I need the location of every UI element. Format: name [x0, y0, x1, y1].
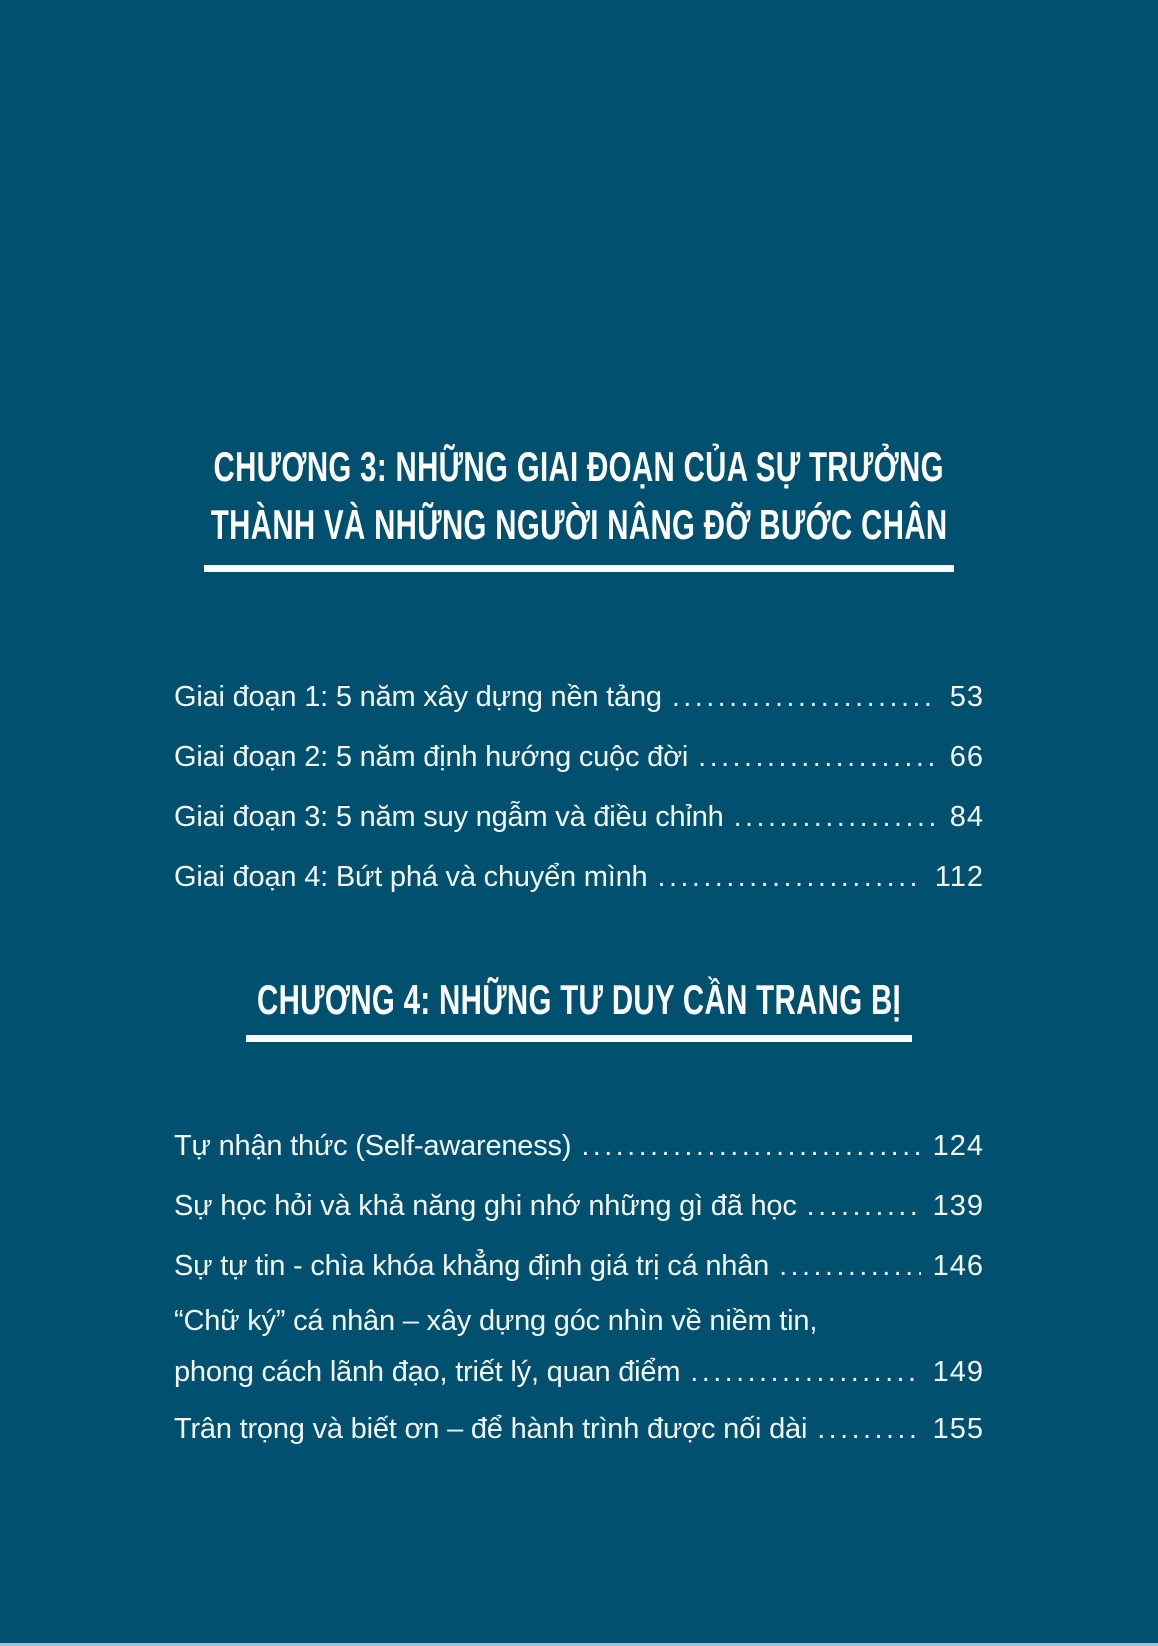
chapter-3-heading-line-2: THÀNH VÀ NHỮNG NGƯỜI NÂNG ĐỠ BƯỚC CHÂN: [210, 501, 948, 548]
toc-entry-title: Giai đoạn 2: 5 năm định hướng cuộc đời: [174, 741, 689, 773]
chapter-4-heading-line-1: CHƯƠNG 4: NHỮNG TƯ DUY CẦN TRANG BỊ: [256, 976, 902, 1023]
toc-entry-page-number: 124: [932, 1130, 984, 1162]
toc-entry: [174, 667, 984, 727]
toc-entry-title: Sự tự tin - chìa khóa khẳng định giá trị cá nhân: [174, 1250, 770, 1282]
toc-entry-title: Tự nhận thức (Self-awareness): [174, 1130, 572, 1162]
toc-entry: [174, 1116, 984, 1176]
chapter-4-entries: [174, 1116, 984, 1459]
toc-entry-title: Giai đoạn 4: Bứt phá và chuyển mình: [174, 861, 648, 893]
toc-entry-page-number: 53: [949, 681, 984, 713]
chapter-3-heading: [174, 438, 984, 554]
dot-leader: [734, 787, 938, 847]
dot-leader: [779, 1236, 921, 1296]
toc-entry-page-number: 146: [932, 1250, 984, 1282]
toc-entry-page-number: 84: [949, 801, 984, 833]
toc-entry-two-line: [174, 1296, 984, 1399]
dot-leader: [690, 1346, 920, 1399]
dot-leader: [581, 1116, 920, 1176]
toc-entry-page-number: 66: [949, 741, 984, 773]
dot-leader: [672, 667, 938, 727]
toc-entry-line-1: [174, 1296, 984, 1346]
toc-entry: [174, 1236, 984, 1296]
toc-entry: [174, 787, 984, 847]
toc-content-column: [174, 0, 984, 1646]
toc-entry-page-number: 155: [932, 1413, 984, 1445]
toc-entry-title: “Chữ ký” cá nhân – xây dựng góc nhìn về niềm tin,: [174, 1305, 818, 1337]
toc-entry-line-2: [174, 1346, 984, 1399]
toc-entry-title: phong cách lãnh đạo, triết lý, quan điểm: [174, 1356, 681, 1388]
chapter-3-heading-underline: [204, 565, 954, 572]
toc-entry: [174, 1399, 984, 1459]
chapter-3-heading-line-1: CHƯƠNG 3: NHỮNG GIAI ĐOẠN CỦA SỰ TRƯỞNG: [213, 443, 945, 490]
dot-leader: [817, 1399, 920, 1459]
toc-entry: [174, 1176, 984, 1236]
dot-leader: [807, 1176, 921, 1236]
chapter-3-entries: [174, 667, 984, 907]
toc-entry: [174, 847, 984, 907]
toc-entry-title: Trân trọng và biết ơn – để hành trình được nối dài: [174, 1413, 808, 1445]
chapter-4-heading: [174, 971, 984, 1029]
toc-entry-page-number: 139: [932, 1190, 984, 1222]
toc-entry-title: Sự học hỏi và khả năng ghi nhớ những gì đã học: [174, 1190, 797, 1222]
chapter-4-heading-underline: [246, 1035, 912, 1042]
toc-entry: [174, 727, 984, 787]
toc-entry-title: Giai đoạn 1: 5 năm xây dựng nền tảng: [174, 681, 662, 713]
toc-entry-title: Giai đoạn 3: 5 năm suy ngẫm và điều chỉnh: [174, 801, 724, 833]
toc-entry-page-number: 149: [932, 1356, 984, 1388]
dot-leader: [657, 847, 922, 907]
dot-leader: [698, 727, 938, 787]
toc-entry-page-number: 112: [934, 861, 984, 893]
